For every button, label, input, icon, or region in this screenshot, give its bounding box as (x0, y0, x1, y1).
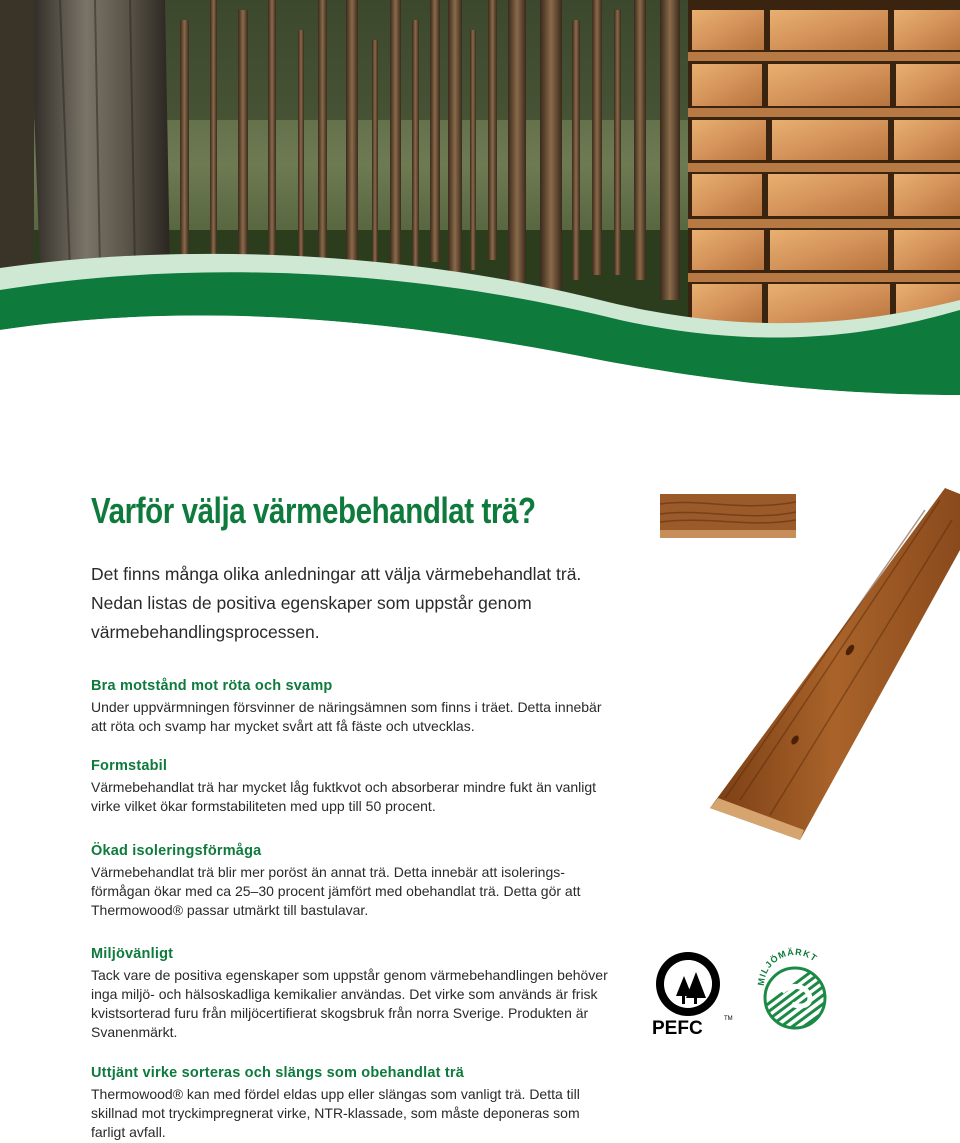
section-heading: Miljövänligt (91, 946, 174, 962)
section-environment (91, 946, 611, 1042)
section-dimensional-stability (91, 758, 611, 816)
section-heading: Bra motstånd mot röta och svamp (91, 678, 333, 694)
page-title: Varför välja värmebehandlat trä? (91, 490, 536, 531)
section-insulation (91, 843, 611, 920)
pefc-logo (648, 948, 736, 1040)
section-heading: Ökad isoleringsförmåga (91, 843, 262, 859)
section-heading: Uttjänt virke sorteras och slängs som obehandlat trä (91, 1065, 464, 1081)
section-heading: Formstabil (91, 758, 168, 774)
pefc-trademark: TM (724, 1016, 733, 1022)
swan-label-text: MILJÖMÄRKT (755, 946, 820, 987)
section-body: Tack vare de positiva egenskaper som uppstår genom värmebehandlingen behöver inga miljö- och hälsoskadliga kemikalier användas. Det virke som används är frisk kvistsorterad furu från miljöcertifierat skogsbruk från norra Sverige. Produkten är Svanenmärkt. (91, 967, 608, 1040)
wood-plank-image (700, 480, 960, 850)
hero-illustration (0, 0, 960, 420)
swan-ecolabel-logo (752, 946, 838, 1038)
section-body: Värmebehandlat trä blir mer poröst än annat trä. Detta innebär att isolerings-förmågan ökar med ca 25–30 procent jämfört med obehandlat trä. Detta gör att Thermowood® passar utmärkt till bastulavar. (91, 864, 581, 918)
section-disposal (91, 1065, 611, 1142)
section-body: Värmebehandlat trä har mycket låg fuktkvot och absorberar mindre fukt än vanligt virke vilket ökar formstabiliteten med upp till 50 procent. (91, 779, 597, 814)
pefc-text: PEFC (652, 1018, 703, 1039)
intro-paragraph: Det finns många olika anledningar att välja värmebehandlat trä. Nedan listas de positiva egenskaper som uppstår genom värmebehandlingsprocessen. (91, 564, 582, 642)
section-body: Thermowood® kan med fördel eldas upp eller slängas som vanligt trä. Detta till skillnad mot tryckimpregnerat virke, NTR-klassade, som måste deponeras som farligt avfall. (91, 1086, 580, 1140)
section-rot-resistance (91, 678, 611, 736)
section-body: Under uppvärmningen försvinner de näringsämnen som finns i träet. Detta innebär att röta och svamp har mycket svårt att få fäste och utvecklas. (91, 699, 602, 734)
hero-banner (0, 0, 960, 420)
